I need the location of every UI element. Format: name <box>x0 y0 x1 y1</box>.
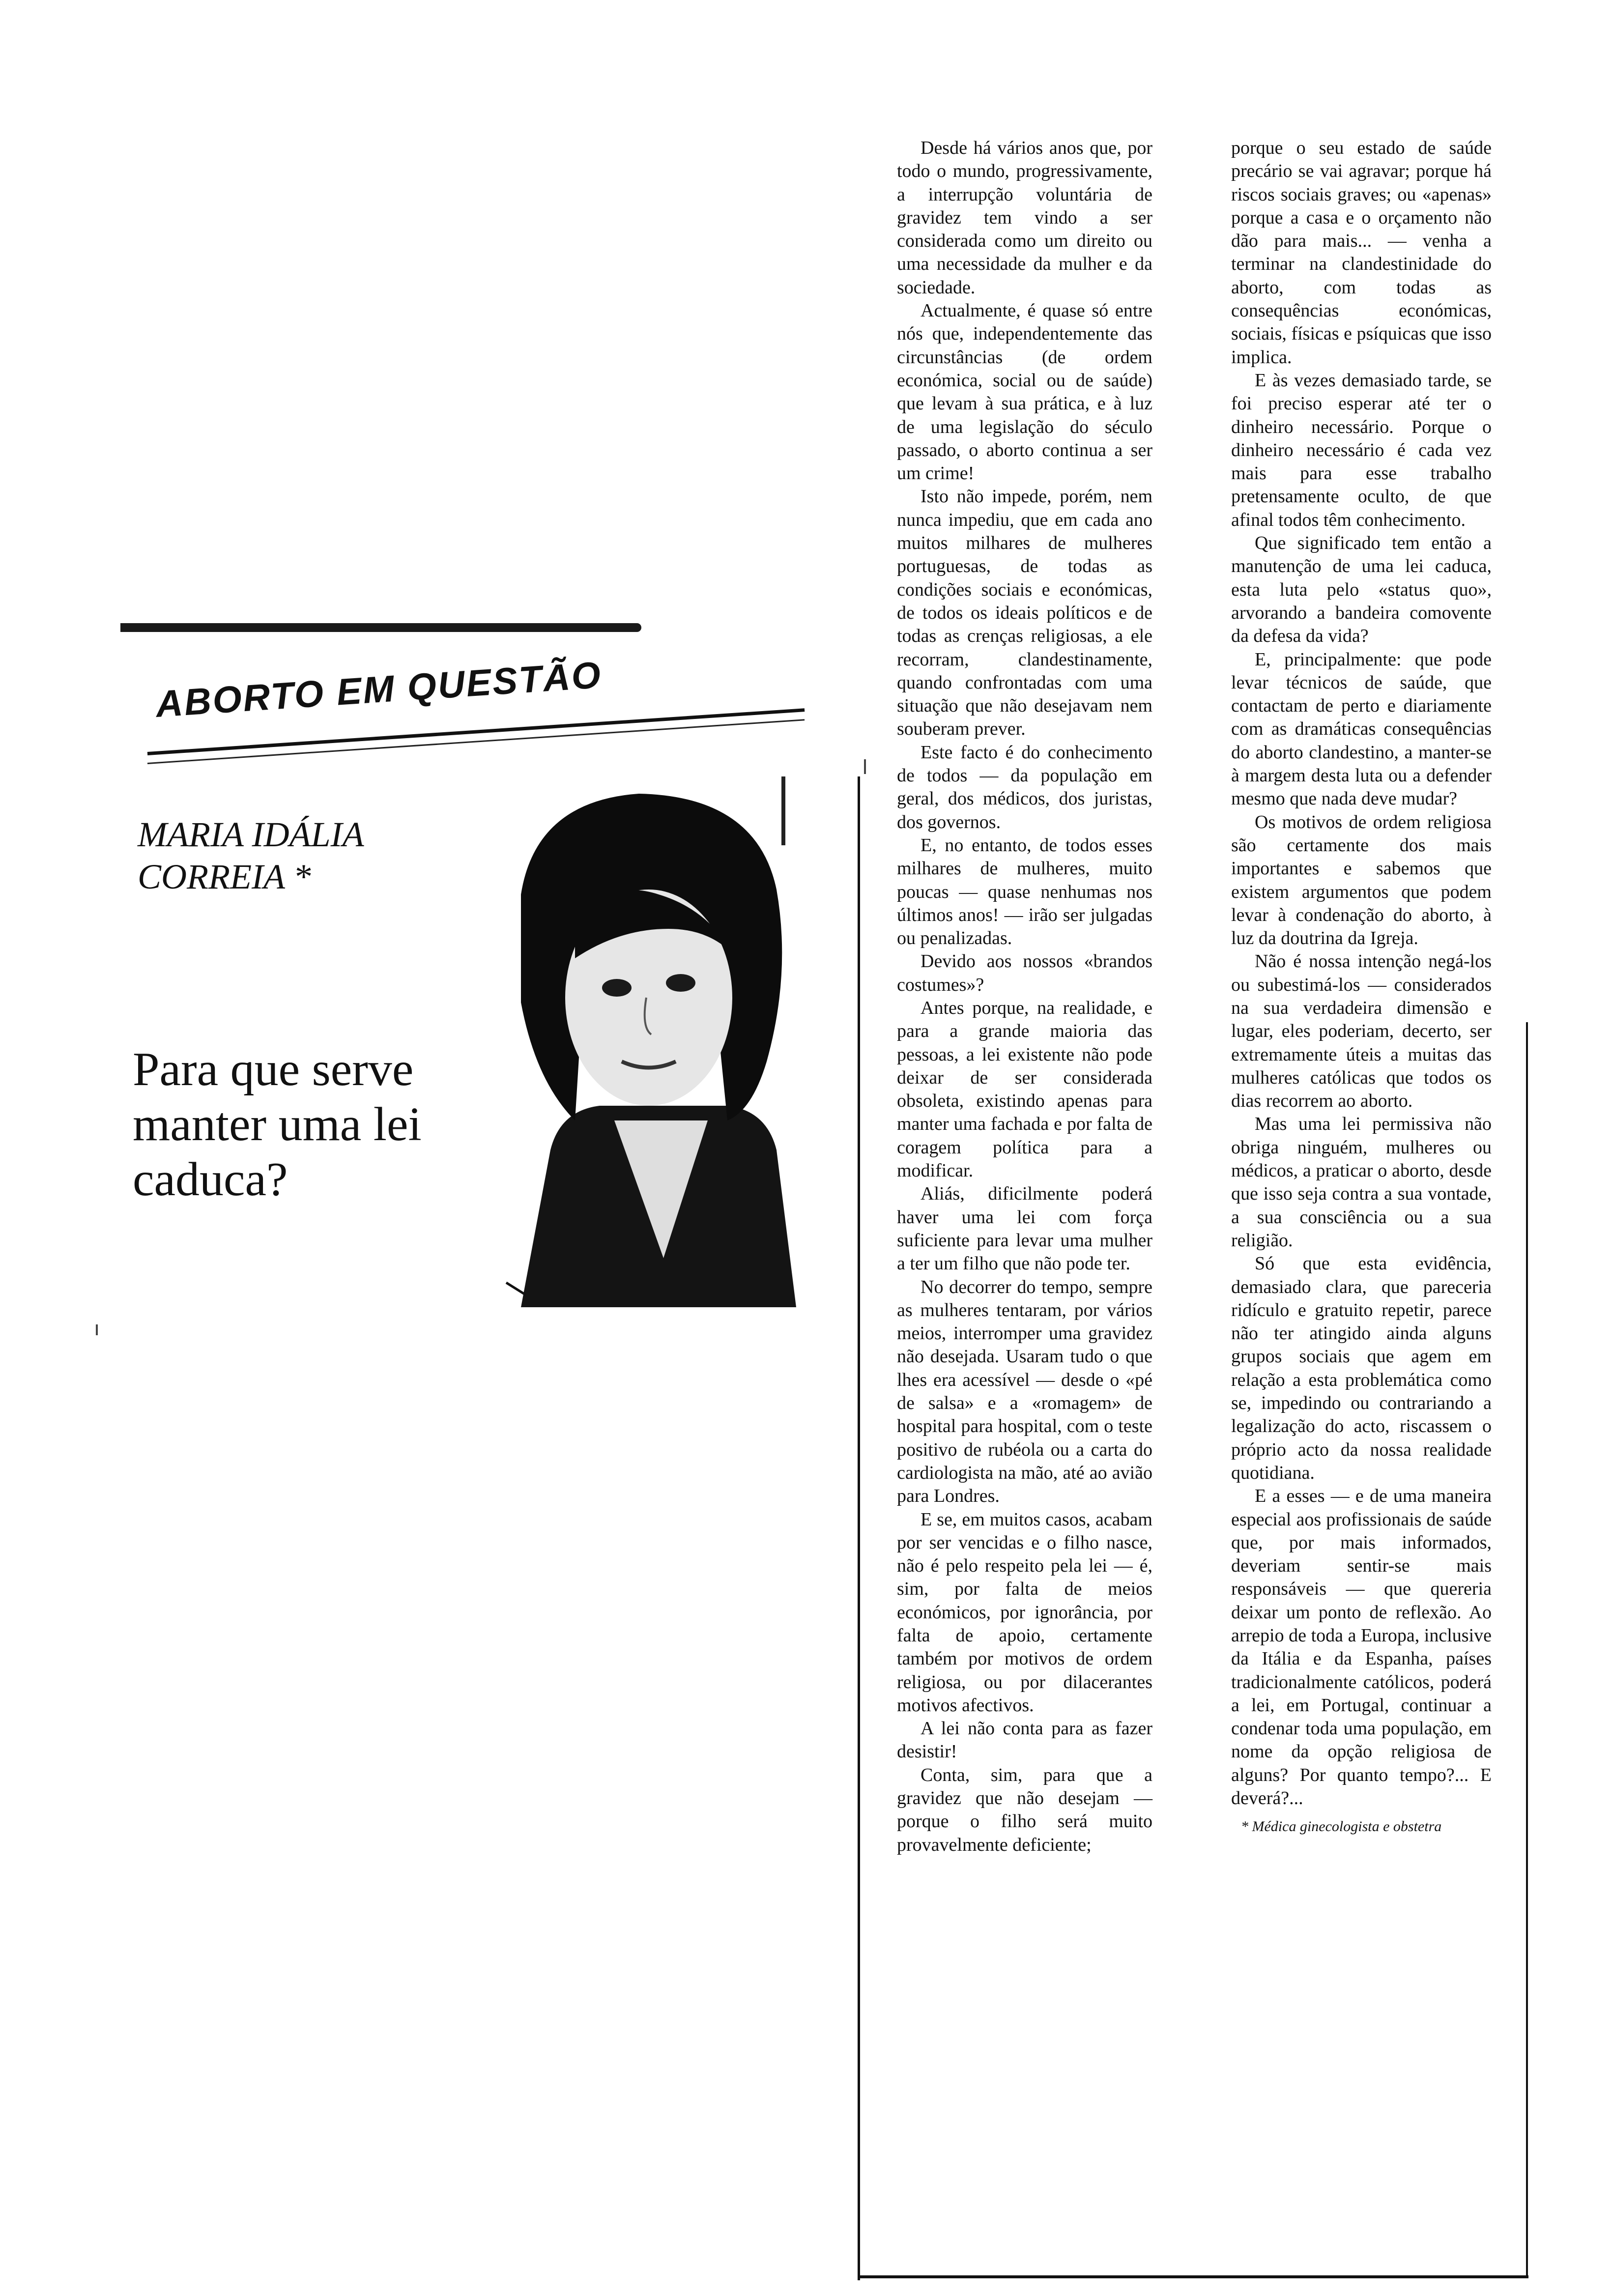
box-border-right <box>1526 1022 1528 2278</box>
paragraph: Desde há vários anos que, por todo o mundo, progressivamente, a interrupção voluntária de gravidez tem vindo a ser considerada como um direito ou uma necessidade da mulher e da sociedade. <box>897 138 1152 298</box>
paragraph: Este facto é do conhecimento de todos — da população em geral, dos médicos, dos juristas, dos governos. <box>897 742 1152 832</box>
paragraph: E a esses — e de uma maneira especial aos profissionais de saúde que, por mais informados, deveriam sentir-se mais responsáveis — que quereria deixar um ponto de reflexão. Ao arrepio de toda a Europa, inclusive da Itália e da Espanha, países tradicionalmente católicos, poderá a lei, em Portugal, continuar a condenar toda uma população, em nome da opção religiosa de alguns? Por quanto tempo?... E deverá?... <box>1231 1486 1492 1809</box>
author-byline: MARIA IDÁLIA CORREIA * <box>138 815 364 896</box>
paragraph: E, no entanto, de todos esses milhares de mulheres, muito poucas — quase nenhumas nos últimos anos! — irão ser julgadas ou penalizadas. <box>897 834 1152 949</box>
paragraph: Que significado tem então a manutenção de uma lei caduca, esta luta pelo «status quo», arvorando a bandeira comovente da defesa da vida? <box>1231 533 1492 647</box>
margin-mark <box>864 759 866 774</box>
paragraph: Conta, sim, para que a gravidez que não desejam — porque o filho será muito provavelmente deficiente; <box>897 1764 1152 1855</box>
paragraph: Os motivos de ordem religiosa são certamente dos mais importantes e sabemos que existem argumentos que podem levar à condenação do aborto, à luz da doutrina da Igreja. <box>1231 811 1492 949</box>
margin-mark <box>96 1324 98 1335</box>
section-underline-thin <box>147 719 805 764</box>
headline: Para que serve manter uma lei caduca? <box>133 1043 422 1206</box>
portrait-image <box>452 767 806 1317</box>
author-photo <box>452 767 806 1317</box>
paragraph: porque o seu estado de saúde precário se vai agravar; porque há riscos sociais graves; ou «apenas» porque a casa e o orçamento não dão para mais... — venha a terminar na clandestinidade do aborto, com todas as consequências económicas, sociais, físicas e psíquicas que isso implica. <box>1231 138 1492 368</box>
paragraph: E às vezes demasiado tarde, se foi preciso esperar até ter o dinheiro necessário. Porque o dinheiro necessário é cada vez mais para esse trabalho pretensamente oculto, de que afinal todos têm conhecimento. <box>1231 370 1492 530</box>
paragraph: Mas uma lei permissiva não obriga ninguém, mulheres ou médicos, a praticar o aborto, desde que isso seja contra a sua vontade, a sua consciência ou a sua religião. <box>1231 1114 1492 1251</box>
paragraph: Só que esta evidência, demasiado clara, que pareceria ridículo e gratuito repetir, parece não ter atingido ainda alguns grupos sociais que agem em relação a esta problemática como se, impedindo ou contrariando a legalização do acto, riscassem o próprio acto da nossa realidade quotidiana. <box>1231 1253 1492 1483</box>
paragraph: Não é nossa intenção negá-los ou subestimá-los — considerados na sua verdadeira dimensão e lugar, eles poderiam, decerto, ser extremamente úteis a muitas das mulheres católicas que todos os dias recorrem ao aborto. <box>1231 951 1492 1112</box>
paragraph: Isto não impede, porém, nem nunca impediu, que em cada ano muitos milhares de mulheres portuguesas, de todas as condições sociais e económicas, de todos os ideais políticos e de todas as crenças religiosas, a ele recorram, clandestinamente, quando confrontadas com uma situação que não desejavam nem souberam prever. <box>897 486 1152 740</box>
section-title: ABORTO EM QUESTÃO <box>154 654 604 726</box>
box-border-left <box>858 776 860 2280</box>
paragraph: Devido aos nossos «brandos costumes»? <box>897 951 1152 995</box>
paragraph: E se, em muitos casos, acabam por ser vencidas e o filho nasce, não é pelo respeito pela lei — é, sim, por falta de meios económicos, por ignorância, por falta de apoio, certamente também por motivos de ordem religiosa, ou por dilacerantes motivos afectivos. <box>897 1509 1152 1716</box>
paragraph: Actualmente, é quase só entre nós que, independentemente das circunstâncias (de ordem económica, social ou de saúde) que levam à sua prática, e à luz de uma legislação do século passado, o aborto continua a ser um crime! <box>897 300 1152 484</box>
article-column-2 <box>1231 137 1492 1838</box>
paragraph: No decorrer do tempo, sempre as mulheres tentaram, por vários meios, interromper uma gravidez não desejada. Usaram tudo o que lhes era acessível — desde o «pé de salsa» e a «romagem» de hospital para hospital, com o teste positivo de rubéola ou a carta do cardiologista na mão, até ao avião para Londres. <box>897 1276 1152 1507</box>
article-column-1 <box>897 137 1152 1857</box>
paragraph: A lei não conta para as fazer desistir! <box>897 1718 1152 1762</box>
top-rule <box>120 623 641 632</box>
box-border-bottom <box>858 2275 1528 2278</box>
paragraph: Antes porque, na realidade, e para a grande maioria das pessoas, a lei existente não pode deixar de ser considerada obsoleta, existindo apenas para manter uma fachada e por falta de coragem política para a modificar. <box>897 997 1152 1181</box>
author-footnote: * Médica ginecologista e obstetra <box>1241 1818 1442 1835</box>
paragraph: E, principalmente: que pode levar técnicos de saúde, que contactam de perto e diariamente com as dramáticas consequências do aborto clandestino, a manter-se à margem desta luta ou a defender mesmo que nada deve mudar? <box>1231 649 1492 809</box>
paragraph: Aliás, dificilmente poderá haver uma lei com força suficiente para levar uma mulher a ter um filho que não pode ter. <box>897 1183 1152 1274</box>
